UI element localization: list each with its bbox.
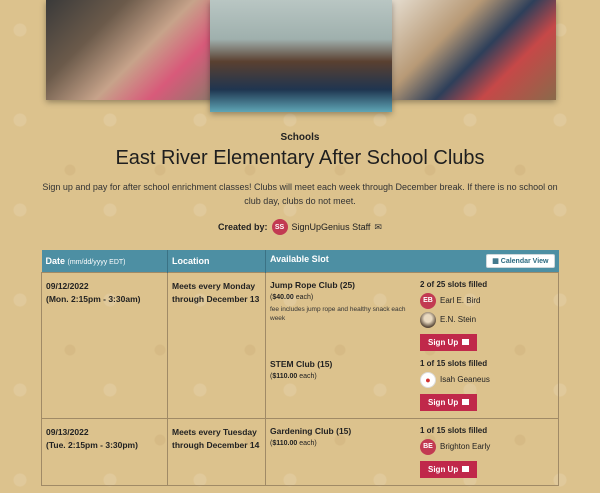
table-row xyxy=(42,418,559,485)
person-name: Brighton Early xyxy=(440,442,491,451)
apple-icon: ● xyxy=(420,372,436,388)
sign-up-label: Sign Up xyxy=(428,397,459,407)
signup-person xyxy=(420,372,554,388)
banner-photo-science xyxy=(210,0,392,112)
slots-filled: 1 of 15 slots filled xyxy=(420,358,488,368)
calendar-icon: ▦ xyxy=(492,257,499,265)
creator-avatar: SS xyxy=(272,219,288,235)
mail-icon[interactable]: ✉ xyxy=(374,221,382,232)
slot-block xyxy=(270,426,554,478)
calendar-view-label: Calendar View xyxy=(500,257,549,265)
slot-name: Gardening Club (15) xyxy=(270,425,352,436)
checkbox-icon xyxy=(462,339,469,345)
checkbox-icon xyxy=(462,466,469,472)
banner-photos xyxy=(46,0,556,112)
creator-name[interactable]: SignUpGenius Staff xyxy=(291,222,371,232)
row-date: 09/13/2022 xyxy=(46,426,89,437)
location-cell: Meets every Monday through December 13 xyxy=(168,272,266,418)
sign-up-button[interactable] xyxy=(420,394,477,411)
calendar-view-button[interactable] xyxy=(486,254,554,268)
person-avatar: BE xyxy=(420,439,436,455)
location-cell: Meets every Tuesday through December 14 xyxy=(168,418,266,485)
banner-photo-piano xyxy=(46,0,216,100)
slot-info xyxy=(270,426,420,478)
creator-info xyxy=(0,219,600,235)
slot-signups xyxy=(420,426,554,478)
slot-cell xyxy=(266,418,559,485)
sign-up-button[interactable] xyxy=(420,461,477,478)
slots-filled: 2 of 25 slots filled xyxy=(420,279,488,289)
location-header: Location xyxy=(168,250,266,272)
person-name: E.N. Stein xyxy=(440,315,477,324)
slot-header-label: Available Slot xyxy=(270,253,329,264)
person-avatar: EB xyxy=(420,293,436,309)
slot-signups xyxy=(420,359,554,411)
table-row xyxy=(42,272,559,418)
date-header-sub: (mm/dd/yyyy EDT) xyxy=(67,258,126,266)
date-cell xyxy=(42,272,168,418)
row-time: (Tue. 2:15pm - 3:30pm) xyxy=(46,439,138,450)
row-time: (Mon. 2:15pm - 3:30am) xyxy=(46,293,141,304)
row-date: 09/12/2022 xyxy=(46,280,89,291)
created-by-label: Created by: xyxy=(218,222,268,232)
signup-person xyxy=(420,312,554,328)
signup-table xyxy=(41,250,559,486)
slot-price: ($110.00 each) xyxy=(270,372,317,380)
slot-price: ($110.00 each) xyxy=(270,439,317,447)
category-label: Schools xyxy=(280,132,320,143)
person-photo-avatar xyxy=(420,312,436,328)
slot-cell xyxy=(266,272,559,418)
sign-up-label: Sign Up xyxy=(428,337,459,347)
slot-signups xyxy=(420,280,554,351)
sign-up-button[interactable] xyxy=(420,334,477,351)
page-title: East River Elementary After School Clubs xyxy=(115,147,485,169)
signup-person xyxy=(420,293,554,309)
slot-info xyxy=(270,359,420,411)
page-description: Sign up and pay for after school enrichment classes! Clubs will meet each week through December break. If there is no school on club day, clubs do not meet. xyxy=(42,182,558,206)
banner-photo-art xyxy=(386,0,556,100)
slot-header xyxy=(266,250,559,272)
slot-name: STEM Club (15) xyxy=(270,358,333,369)
date-header xyxy=(42,250,168,272)
slot-name: Jump Rope Club (25) xyxy=(270,279,356,290)
person-name: Earl E. Bird xyxy=(440,296,481,305)
slots-filled: 1 of 15 slots filled xyxy=(420,425,488,435)
checkbox-icon xyxy=(462,399,469,405)
slot-info xyxy=(270,280,420,351)
signup-person xyxy=(420,439,554,455)
date-cell xyxy=(42,418,168,485)
slot-block xyxy=(270,359,554,411)
slot-price: ($40.00 each) xyxy=(270,293,314,301)
person-name: Isah Geaneus xyxy=(440,375,490,384)
slot-block xyxy=(270,280,554,351)
sign-up-label: Sign Up xyxy=(428,464,459,474)
slot-description: fee includes jump rope and healthy snack each week xyxy=(270,305,406,322)
date-header-label: Date xyxy=(45,255,66,266)
table-header-row xyxy=(42,250,559,272)
